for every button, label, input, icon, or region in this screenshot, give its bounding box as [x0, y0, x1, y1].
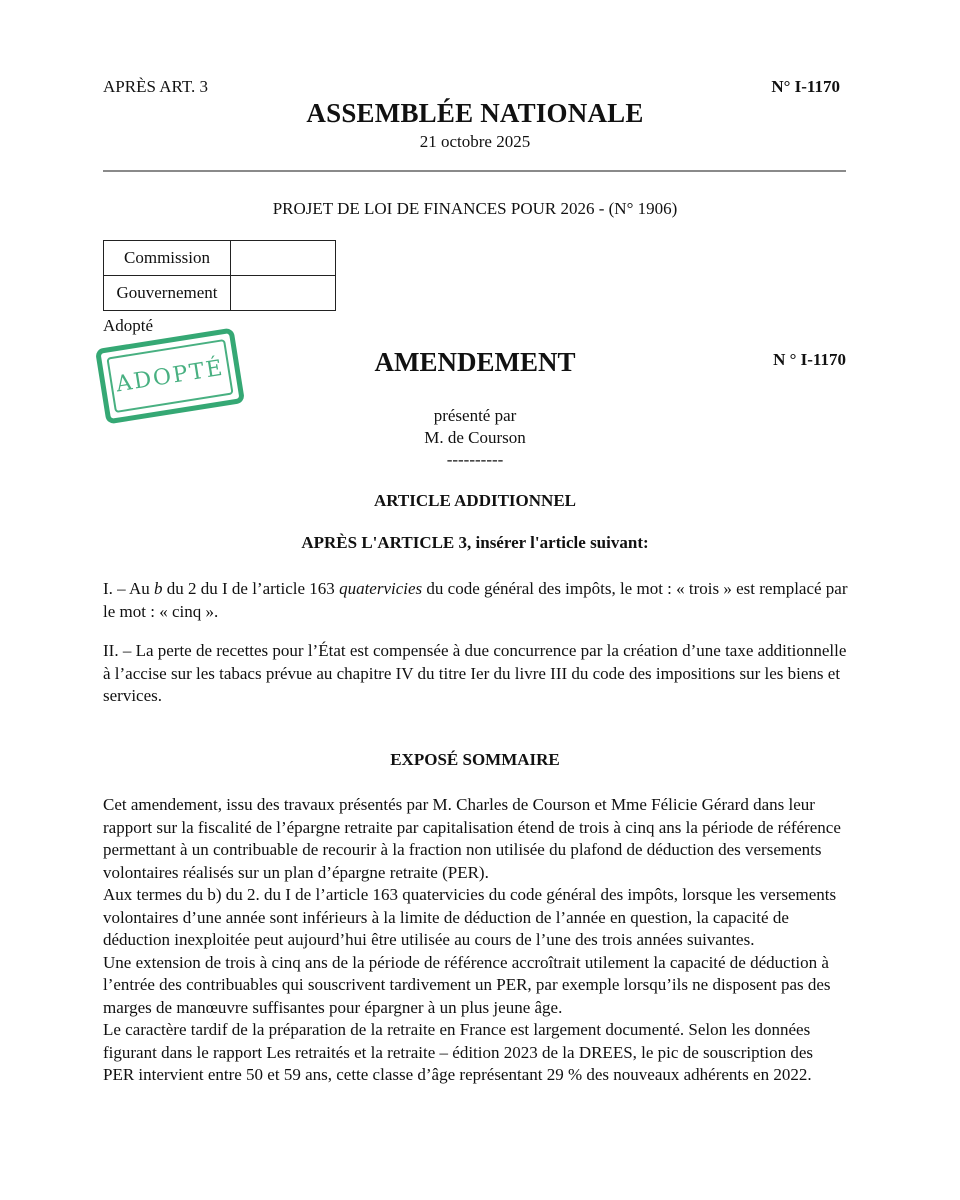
para1-part2: du 2 du I de l’article 163	[162, 579, 340, 598]
vote-value-gouvernement	[231, 276, 336, 311]
summary-paragraph: Une extension de trois à cinq ans de la période de référence accroîtrait utilement la capacité de déduction à l’entrée des contribuables qui souscrivent tardivement un PER, par exemple lorsqu’ils ne disposent pas des marges de manœuvre suffisantes pour épargner à un plus jeune âge.	[103, 952, 831, 1017]
presenter-block	[0, 405, 950, 471]
vote-label-commission: Commission	[104, 241, 231, 276]
article-paragraph-1	[103, 578, 848, 623]
para1-italic-quatervicies: quatervicies	[339, 579, 423, 598]
institution-title: ASSEMBLÉE NATIONALE	[306, 98, 644, 128]
table-row	[104, 276, 336, 311]
article-instruction: APRÈS L'ARTICLE 3, insérer l'article suivant:	[301, 533, 649, 552]
vote-value-commission	[231, 241, 336, 276]
para1-part1: I. – Au	[103, 579, 154, 598]
summary-paragraph: Le caractère tardif de la préparation de la retraite en France est largement documenté. Selon les données figurant dans le rapport Les retraités et la retraite – édition 2023 de la DREES, le pic de souscription des PER intervient entre 50 et 59 ans, cette classe d’âge représentant 29 % des nouveaux adhérents en 2022.	[103, 1020, 814, 1084]
summary-paragraph: Aux termes du b) du 2. du I de l’article 163 quatervicies du code général des impôts, lorsque les versements volontaires d’une année sont inférieurs à la limite de déduction de l’année en question, la capacité de déduction inexploitée peut aujourd’hui être utilisée au cours de l’une des trois années suivantes.	[103, 885, 837, 949]
summary-paragraph: Cet amendement, issu des travaux présentés par M. Charles de Courson et Mme Félicie Gérard dans leur rapport sur la fiscalité de l’épargne retraite par capitalisation étend de trois à cinq ans la période de référence permettant à un contribuable de recourir à la fraction non utilisée du plafond de déduction des versements volontaires réalisés sur un plan d’épargne retraite (PER).	[103, 795, 841, 882]
table-row	[104, 241, 336, 276]
separator-dashes: ----------	[446, 450, 504, 469]
vote-table	[103, 240, 336, 311]
header-divider	[103, 170, 846, 172]
document-date: 21 octobre 2025	[419, 132, 531, 151]
summary-heading: EXPOSÉ SOMMAIRE	[390, 750, 560, 769]
para1-part3: du code général des impôts, le mot : « trois » est remplacé par le mot : « cinq ».	[103, 579, 848, 621]
document-number: N° I-1170	[771, 77, 840, 96]
para1-italic-b: b	[154, 579, 163, 598]
bill-title: PROJET DE LOI DE FINANCES POUR 2026 - (N° 1906)	[272, 199, 678, 218]
vote-label-gouvernement: Gouvernement	[104, 276, 231, 311]
article-heading: ARTICLE ADDITIONNEL	[373, 491, 577, 510]
presented-by-label: présenté par	[433, 406, 517, 425]
amendment-title: AMENDEMENT	[374, 347, 576, 377]
adopted-stamp-text: ADOPTÉ	[106, 339, 233, 413]
vote-result: Adopté	[103, 316, 154, 335]
position-label: APRÈS ART. 3	[103, 77, 208, 96]
amendment-number: N ° I-1170	[773, 350, 846, 369]
article-paragraph-2	[103, 640, 848, 708]
para2-text: II. – La perte de recettes pour l’État est compensée à due concurrence par la création d’une taxe additionnelle à l’accise sur les tabacs prévue au chapitre IV du titre Ier du livre III du code des impositions sur les biens et services.	[103, 641, 847, 705]
summary-body	[103, 794, 848, 1087]
author-name: M. de Courson	[424, 428, 526, 447]
